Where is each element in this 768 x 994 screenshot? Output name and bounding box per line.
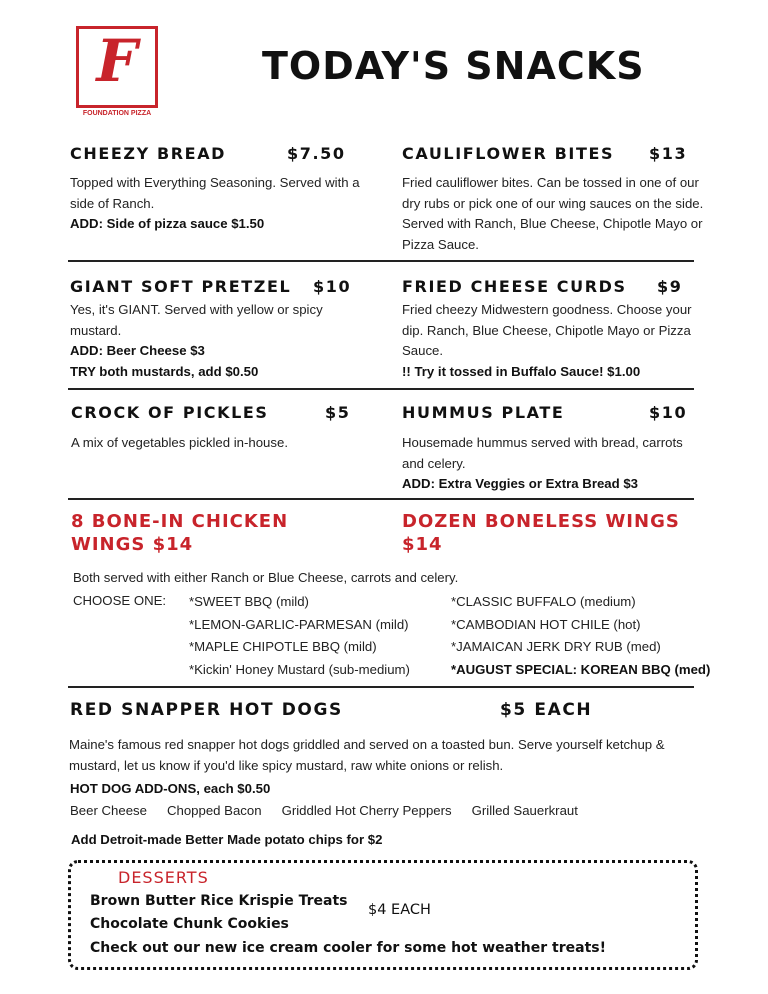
add-on-line: TRY both mustards, add $0.50 xyxy=(70,363,259,379)
wings-choose-label: CHOOSE ONE: xyxy=(73,593,167,608)
desc-line: dip. Ranch, Blue Cheese, Chipotle Mayo or Pizza xyxy=(402,322,691,338)
sauce-option: *SWEET BBQ (mild) xyxy=(189,594,309,609)
item-name-hot-dogs: RED SNAPPER HOT DOGS xyxy=(70,700,343,720)
wings-bone-in-title xyxy=(71,510,288,556)
logo xyxy=(76,26,158,108)
page-title: TODAY'S SNACKS xyxy=(262,44,645,88)
item-desc-giant-soft-pretzel xyxy=(70,300,323,382)
sauce-option: *Kickin' Honey Mustard (sub-medium) xyxy=(189,661,410,677)
title-line: $14 xyxy=(402,534,443,555)
item-name-giant-soft-pretzel: GIANT SOFT PRETZEL xyxy=(70,277,292,296)
desc-line: Pizza Sauce. xyxy=(402,236,479,252)
item-desc-cheezy-bread xyxy=(70,173,360,235)
title-line: WINGS $14 xyxy=(71,534,194,555)
wings-boneless-title xyxy=(402,510,680,556)
sauce-option: *CAMBODIAN HOT CHILE (hot) xyxy=(451,616,641,632)
addon-item: Chopped Bacon xyxy=(166,803,262,818)
item-price-cheezy-bread: $7.50 xyxy=(287,144,346,163)
item-name-fried-cheese-curds: FRIED CHEESE CURDS xyxy=(402,277,627,296)
item-desc-hummus-plate xyxy=(402,433,683,495)
item-name-hummus-plate: HUMMUS PLATE xyxy=(402,403,565,422)
section-divider xyxy=(68,260,694,262)
desc-line: Housemade hummus served with bread, carrots xyxy=(402,435,683,450)
add-on-line: ADD: Extra Veggies or Extra Bread $3 xyxy=(402,476,639,491)
item-desc-crock-of-pickles xyxy=(71,433,288,454)
desserts-note: Check out our new ice cream cooler for some hot weather treats! xyxy=(90,940,606,956)
dessert-item: Brown Butter Rice Krispie Treats xyxy=(90,893,348,909)
sauce-option: *JAMAICAN JERK DRY RUB (med) xyxy=(451,639,661,654)
desc-line: mustard. xyxy=(70,322,122,338)
add-on-line: ADD: Side of pizza sauce $1.50 xyxy=(70,216,265,231)
desc-line: Topped with Everything Seasoning. Served with a xyxy=(70,175,360,190)
desc-line: and celery. xyxy=(402,455,466,471)
wings-sauce-column-2 xyxy=(451,591,710,681)
title-line: 8 BONE-IN CHICKEN xyxy=(71,511,289,532)
addon-item: Griddled Hot Cherry Peppers xyxy=(281,803,452,818)
desserts-price: $4 EACH xyxy=(368,902,431,918)
desc-line: dry rubs or pick one of our wing sauces on the side. xyxy=(402,195,704,211)
hot-dog-addons-title: HOT DOG ADD-ONS, each $0.50 xyxy=(70,781,271,796)
sauce-option: *LEMON-GARLIC-PARMESAN (mild) xyxy=(189,616,409,632)
add-on-line: !! Try it tossed in Buffalo Sauce! $1.00 xyxy=(402,363,641,379)
section-divider xyxy=(68,498,694,500)
item-price-crock-of-pickles: $5 xyxy=(325,403,351,422)
desc-line: Maine's famous red snapper hot dogs griddled and served on a toasted bun. Serve yourself ketchup & xyxy=(69,737,665,752)
item-price-hummus-plate: $10 xyxy=(649,403,688,422)
hot-dogs-desc xyxy=(69,735,665,776)
item-name-crock-of-pickles: CROCK OF PICKLES xyxy=(71,403,269,422)
item-desc-fried-cheese-curds xyxy=(402,300,692,382)
desc-line: Yes, it's GIANT. Served with yellow or spicy xyxy=(70,302,323,317)
item-price-fried-cheese-curds: $9 xyxy=(657,277,683,296)
title-line: DOZEN BONELESS WINGS xyxy=(402,511,680,532)
hot-dog-addons-list xyxy=(70,801,578,822)
addon-item: Grilled Sauerkraut xyxy=(471,803,578,818)
logo-text: FOUNDATION PIZZA xyxy=(82,110,152,117)
desc-line: Sauce. xyxy=(402,343,444,358)
desc-line: mustard, let us know if you'd like spicy mustard, raw white onions or relish. xyxy=(69,757,504,773)
item-desc-cauliflower-bites xyxy=(402,173,703,255)
chips-addon: Add Detroit-made Better Made potato chips for $2 xyxy=(71,832,383,847)
logo-letter: F xyxy=(96,27,138,95)
dessert-item: Chocolate Chunk Cookies xyxy=(90,916,289,932)
desc-line: Fried cheezy Midwestern goodness. Choose your xyxy=(402,302,692,317)
item-name-cauliflower-bites: CAULIFLOWER BITES xyxy=(402,144,615,163)
sauce-special: *AUGUST SPECIAL: KOREAN BBQ (med) xyxy=(451,661,711,677)
wings-served-text: Both served with either Ranch or Blue Cheese, carrots and celery. xyxy=(73,570,459,585)
addon-item: Beer Cheese xyxy=(70,803,147,818)
desc-line: A mix of vegetables pickled in-house. xyxy=(71,435,288,450)
desc-line: side of Ranch. xyxy=(70,195,155,211)
item-price-giant-soft-pretzel: $10 xyxy=(313,277,352,296)
desserts-title: DESSERTS xyxy=(118,868,209,887)
section-divider xyxy=(68,686,694,688)
item-name-cheezy-bread: CHEEZY BREAD xyxy=(70,144,227,163)
item-price-cauliflower-bites: $13 xyxy=(649,144,688,163)
desserts-list xyxy=(90,890,347,936)
wings-sauce-column-1 xyxy=(189,591,410,681)
item-price-hot-dogs: $5 EACH xyxy=(500,700,593,720)
desc-line: Served with Ranch, Blue Cheese, Chipotle Mayo or xyxy=(402,216,703,231)
desc-line: Fried cauliflower bites. Can be tossed in one of our xyxy=(402,175,699,190)
sauce-option: *MAPLE CHIPOTLE BBQ (mild) xyxy=(189,639,377,654)
sauce-option: *CLASSIC BUFFALO (medium) xyxy=(451,594,636,609)
add-on-line: ADD: Beer Cheese $3 xyxy=(70,343,205,358)
section-divider xyxy=(68,388,694,390)
